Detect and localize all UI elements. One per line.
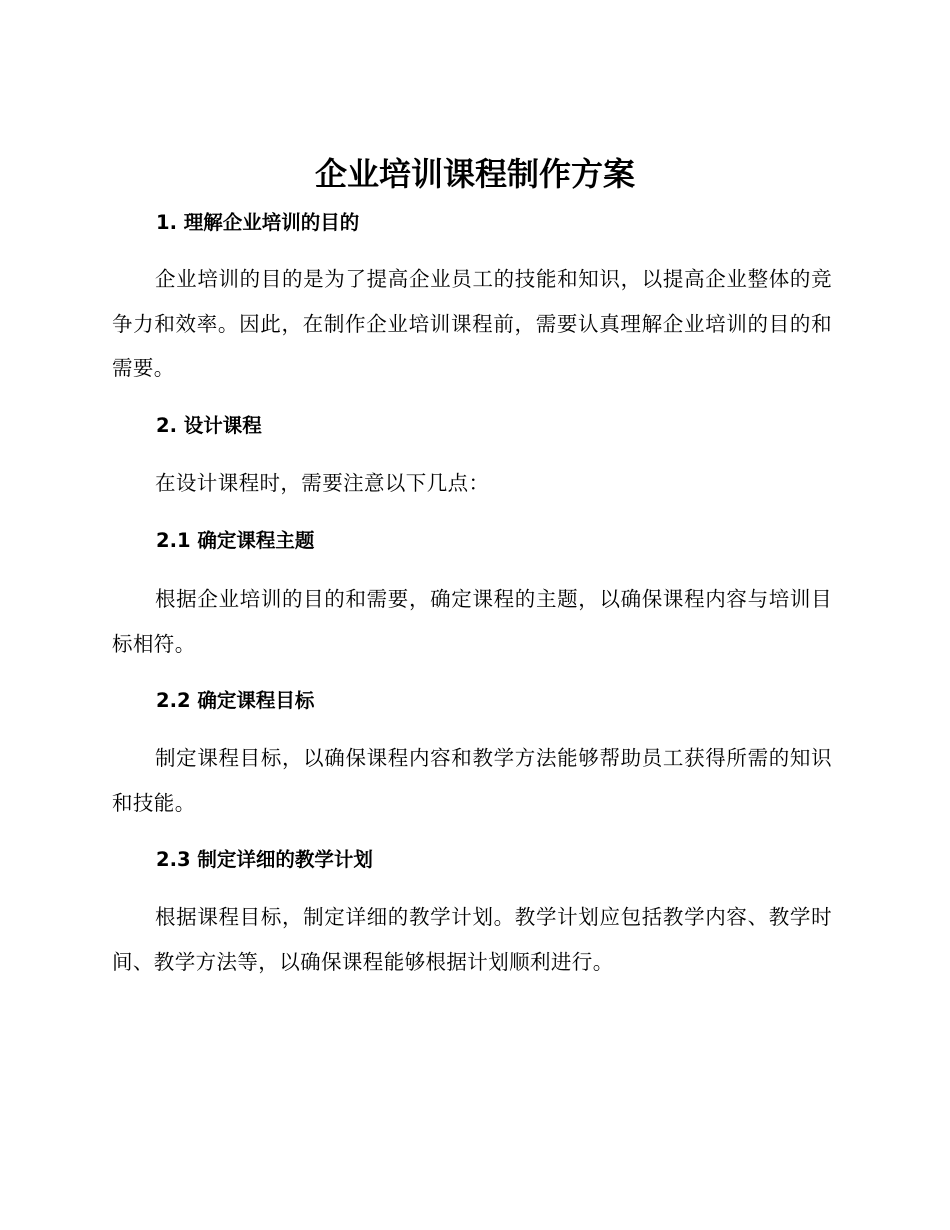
section-paragraph-2-3: 根据课程目标，制定详细的教学计划。教学计划应包括教学内容、教学时间、教学方法等，以确保课程能够根据计划顺利进行。 xyxy=(112,905,832,974)
section-heading-2-1: 2.1 确定课程主题 xyxy=(156,529,315,552)
section-heading-2-3: 2.3 制定详细的教学计划 xyxy=(156,848,373,871)
document-title: 企业培训课程制作方案 xyxy=(314,155,635,193)
section-paragraph-2-2: 制定课程目标，以确保课程内容和教学方法能够帮助员工获得所需的知识和技能。 xyxy=(112,746,832,815)
section-paragraph-1: 企业培训的目的是为了提高企业员工的技能和知识，以提高企业整体的竞争力和效率。因此，在制作企业培训课程前，需要认真理解企业培训的目的和需要。 xyxy=(112,267,832,380)
section-paragraph-2-1: 根据企业培训的目的和需要，确定课程的主题，以确保课程内容与培训目标相符。 xyxy=(112,587,832,656)
section-heading-2: 2. 设计课程 xyxy=(156,414,262,437)
section-heading-1: 1. 理解企业培训的目的 xyxy=(156,211,360,234)
section-paragraph-2: 在设计课程时，需要注意以下几点： xyxy=(155,471,490,495)
section-heading-2-2: 2.2 确定课程目标 xyxy=(156,689,315,712)
